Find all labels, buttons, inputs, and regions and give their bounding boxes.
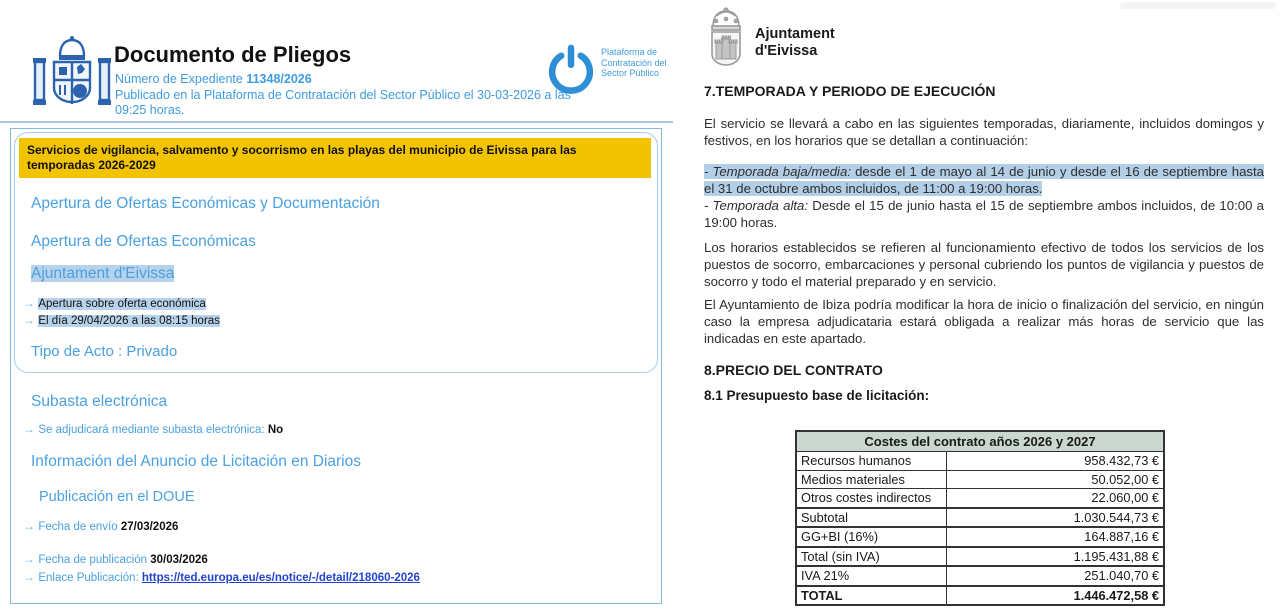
arrow-icon: → [23, 519, 39, 533]
cost-label: IVA 21% [796, 566, 946, 586]
fecha-publicacion-line [23, 552, 208, 566]
section-apertura-eco: Apertura de Ofertas Económicas [31, 233, 256, 250]
section-7-heading: 7.TEMPORADA Y PERIODO DE EJECUCIÓN [704, 83, 996, 99]
section-ajuntament [31, 265, 174, 283]
paragraph-intro: El servicio se llevará a cabo en las siguientes temporadas, diariamente, incluidos domingos y festivos, en los horarios que se detallan a continuación: [704, 116, 1264, 148]
cost-label: Recursos humanos [796, 452, 946, 471]
cost-value: 164.887,16 € [946, 527, 1164, 547]
eivissa-logo-line1: Ajuntament [755, 26, 835, 42]
expediente-label: Número de Expediente [115, 72, 247, 86]
temporada-baja-lead: - Temporada baja/media: [704, 164, 851, 179]
table-row-total [796, 586, 1164, 606]
platform-logo-text: Plataforma de Contratación del Sector Público [601, 47, 667, 78]
cost-value: 1.195.431,88 € [946, 547, 1164, 567]
published-line: Publicado en la Plataforma de Contratación del Sector Público el 30-03-2026 a las 09:25 horas. [115, 88, 571, 117]
apertura-sobre-text: Apertura sobre oferta económica [38, 298, 206, 310]
publication-link[interactable]: https://ted.europa.eu/es/notice/-/detail/218060-2026 [141, 572, 420, 584]
eivissa-logo-line2: d'Eivissa [755, 42, 818, 59]
table-row [796, 489, 1164, 508]
spain-coat-of-arms-icon [30, 34, 114, 118]
section-doue: Publicación en el DOUE [39, 489, 195, 505]
cost-label: Subtotal [796, 508, 946, 528]
paragraph-temporada-baja [704, 163, 1264, 197]
subasta-value: No [267, 424, 284, 436]
expediente-line [115, 72, 312, 86]
cost-value: 22.060,00 € [946, 489, 1164, 508]
fecha-publicacion-value: 30/03/2026 [150, 554, 208, 566]
section-tipo-acto: Tipo de Acto : Privado [31, 343, 178, 360]
temporada-alta-rest: Desde el 15 de junio hasta el 15 de septiembre ambos incluidos, de 10:00 a 19:00 horas. [704, 198, 1265, 230]
section-8-heading: 8.PRECIO DEL CONTRATO [704, 362, 883, 378]
temporada-alta-lead: - Temporada alta: [704, 198, 809, 213]
window-edge-artifact [1120, 2, 1276, 9]
eivissa-logo-text [755, 26, 835, 59]
table-row [796, 547, 1164, 567]
cost-label: Otros costes indirectos [796, 489, 946, 508]
enlace-publicacion-line [23, 570, 420, 584]
table-row [796, 452, 1164, 471]
apertura-fecha-line [23, 313, 220, 327]
cost-label: GG+BI (16%) [796, 527, 946, 547]
fecha-publicacion-label: Fecha de publicación [38, 554, 151, 566]
cost-label: Medios materiales [796, 470, 946, 489]
section-8-1-heading: 8.1 Presupuesto base de licitación: [704, 388, 930, 403]
section-info-anuncio: Información del Anuncio de Licitación en Diarios [31, 453, 361, 470]
cost-value: 50.052,00 € [946, 470, 1164, 489]
temporada-baja-rest: desde el 1 de mayo al 14 de junio y desde el 16 de septiembre hasta el 31 de octubre ambos incluidos, de 11:00 a 19:00 horas. [704, 164, 1264, 196]
ajuntament-highlighted-text: Ajuntament d'Eivissa [31, 265, 175, 282]
table-row [796, 527, 1164, 547]
paragraph-ayuntamiento: El Ayuntamiento de Ibiza podría modificar la hora de inicio o finalización del servicio, en ningún caso la empresa adjudicataria estará obligada a realizar más horas de servicio que las indicadas en este apartado. [704, 297, 1264, 346]
table-row [796, 566, 1164, 586]
arrow-icon: → [23, 313, 39, 327]
apertura-fecha-text: El día 29/04/2026 a las 08:15 horas [38, 315, 220, 327]
table-header-row [796, 431, 1164, 452]
expediente-number: 11348/2026 [246, 72, 312, 86]
subasta-line [23, 422, 283, 436]
paragraph-horarios: Los horarios establecidos se refieren al funcionamiento efectivo de todos los servicios de los puestos de socorro, embarcaciones y personal cubriendo los puntos de vigilancia y puestos de socorro y todo el material preparado y en servicio. [704, 240, 1264, 289]
paragraph-temporada-alta [704, 197, 1264, 231]
section-apertura-doc: Apertura de Ofertas Económicas y Documentación [31, 195, 380, 212]
cost-value: 1.030.544,73 € [946, 508, 1164, 528]
document-title: Documento de Pliegos [114, 42, 352, 67]
arrow-icon: → [23, 570, 39, 584]
fecha-envio-label: Fecha de envío [38, 521, 121, 533]
contract-title-banner: Servicios de vigilancia, salvamento y socorrismo en las playas del municipio de Eivissa para las temporadas 2026-2029 [19, 138, 651, 178]
arrow-icon: → [23, 296, 39, 310]
fecha-envio-value: 27/03/2026 [120, 521, 179, 533]
cost-value: 251.040,70 € [946, 566, 1164, 586]
table-row [796, 508, 1164, 528]
section-subasta: Subasta electrónica [31, 393, 168, 410]
fecha-envio-line [23, 519, 178, 533]
costs-table [795, 430, 1165, 606]
table-row [796, 470, 1164, 489]
subasta-label: Se adjudicará mediante subasta electrónica: [38, 424, 268, 436]
header-divider [0, 121, 673, 123]
cost-value: 1.446.472,58 € [946, 586, 1164, 606]
cost-label: TOTAL [796, 586, 946, 606]
apertura-sobre-line [23, 296, 206, 310]
temporada-baja-highlight [704, 164, 1264, 196]
tender-panel [10, 128, 662, 604]
cost-value: 958.432,73 € [946, 452, 1164, 471]
arrow-icon: → [23, 552, 39, 566]
power-button-logo-icon [545, 44, 597, 96]
arrow-icon: → [23, 422, 39, 436]
eivissa-coat-of-arms-icon [703, 7, 749, 69]
table-title: Costes del contrato años 2026 y 2027 [796, 431, 1164, 452]
enlace-label: Enlace Publicación: [38, 572, 142, 584]
cost-label: Total (sin IVA) [796, 547, 946, 567]
